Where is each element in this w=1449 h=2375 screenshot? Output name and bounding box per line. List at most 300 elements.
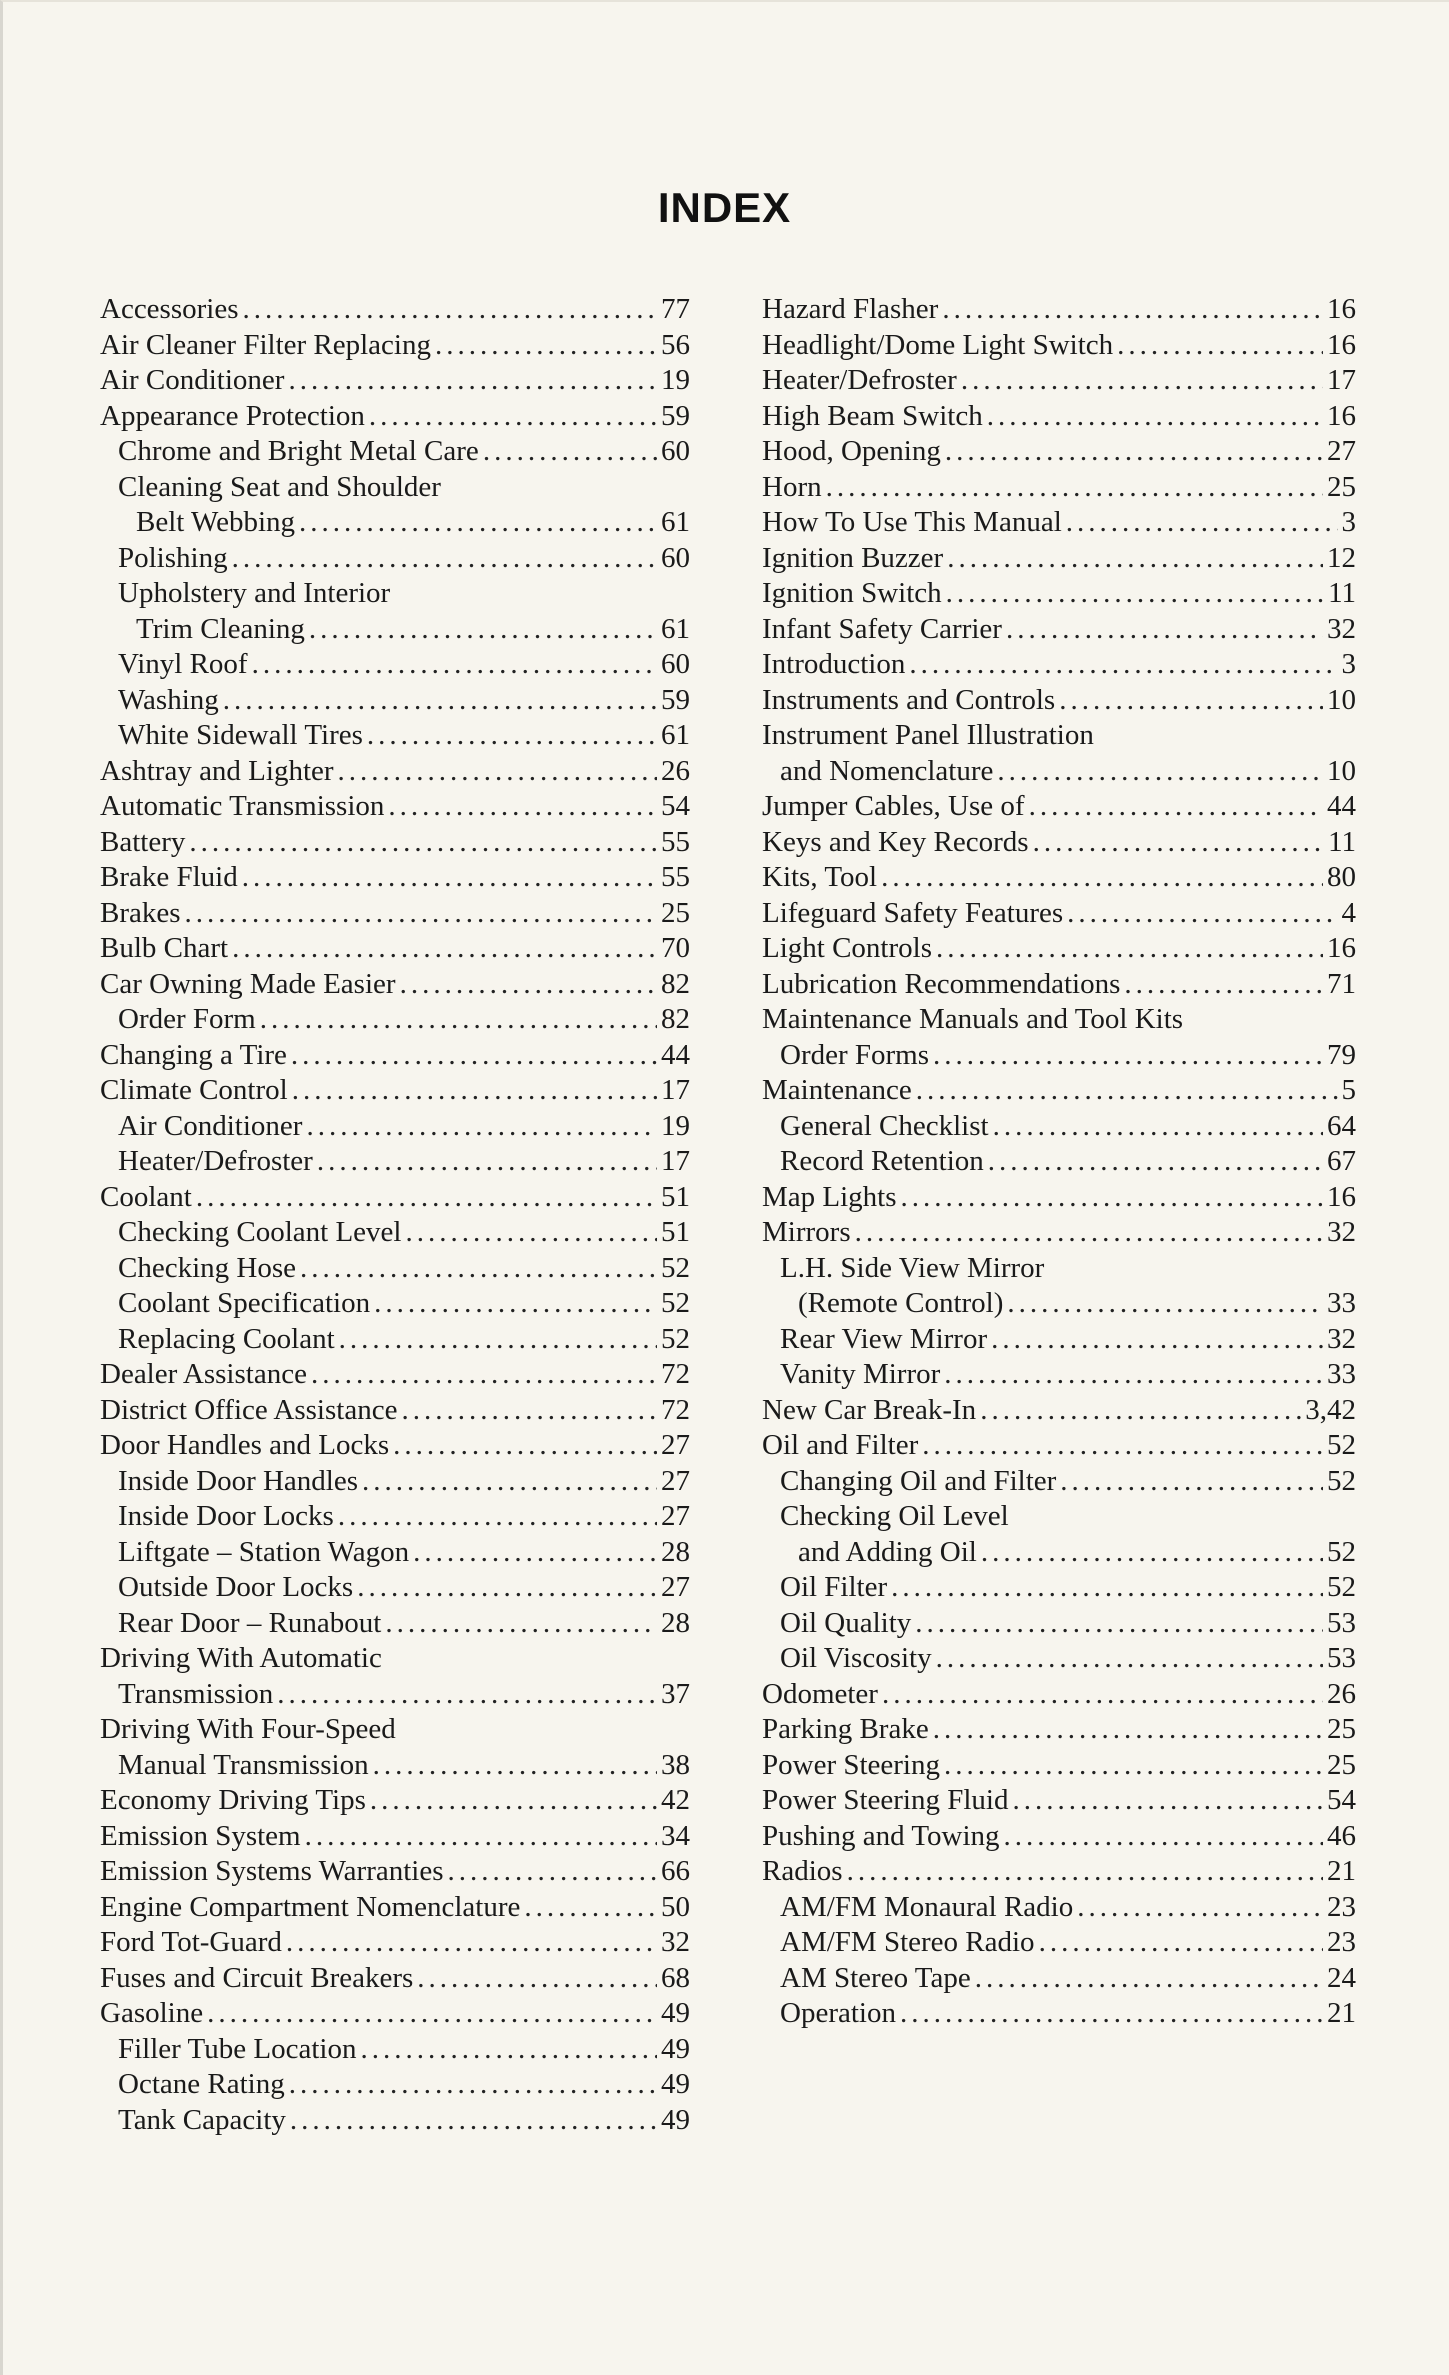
index-term: Trim Cleaning xyxy=(136,612,305,645)
index-term: AM/FM Monaural Radio xyxy=(780,1890,1074,1923)
index-term: Manual Transmission xyxy=(118,1748,369,1781)
dot-leader xyxy=(915,1606,1323,1642)
index-entry xyxy=(762,576,1356,612)
dot-leader xyxy=(388,789,657,825)
dot-leader xyxy=(292,1073,657,1109)
index-entry xyxy=(100,896,690,932)
index-term: (Remote Control) xyxy=(798,1287,1004,1319)
index-term: Upholstery and Interior xyxy=(118,577,391,609)
index-term: and Nomenclature xyxy=(780,754,994,787)
index-term: Automatic Transmission xyxy=(100,790,385,822)
index-entry xyxy=(762,1890,1356,1926)
index-term: L.H. Side View Mirror xyxy=(780,1251,1045,1284)
index-entry xyxy=(762,1357,1356,1393)
index-term: Door Handles and Locks xyxy=(100,1429,390,1461)
index-entry xyxy=(100,754,690,790)
index-entry xyxy=(100,647,690,683)
dot-leader xyxy=(189,825,657,861)
index-page-number: 27 xyxy=(661,1464,690,1497)
index-entry xyxy=(762,1322,1356,1358)
dot-leader xyxy=(242,860,657,896)
dot-leader xyxy=(1033,825,1324,861)
index-page-number: 51 xyxy=(661,1216,690,1248)
index-term: Horn xyxy=(762,470,822,503)
index-page-number: 61 xyxy=(661,612,690,645)
index-page-number: 19 xyxy=(661,364,690,396)
dot-leader xyxy=(288,363,657,399)
index-term: and Adding Oil xyxy=(798,1535,977,1568)
index-entry xyxy=(762,967,1356,1003)
dot-leader xyxy=(1060,1464,1323,1500)
index-entry xyxy=(100,1499,690,1535)
index-column-left xyxy=(100,292,690,2138)
index-term: Maintenance Manuals and Tool Kits xyxy=(762,1003,1184,1035)
index-page-number: 28 xyxy=(661,1606,690,1639)
index-page-number: 59 xyxy=(661,399,690,432)
index-term: Driving With Automatic xyxy=(100,1642,382,1674)
dot-leader xyxy=(916,1073,1338,1109)
index-term: Operation xyxy=(780,1997,896,2029)
index-page-number: 24 xyxy=(1327,1961,1356,1994)
index-page-number: 21 xyxy=(1327,1855,1356,1887)
index-term: Polishing xyxy=(118,541,228,574)
index-entry xyxy=(762,1251,1356,1287)
index-page-number: 25 xyxy=(1327,470,1356,503)
index-term: Rear View Mirror xyxy=(780,1322,988,1355)
index-term: Record Retention xyxy=(780,1145,984,1177)
dot-leader xyxy=(435,328,657,364)
index-term: Air Conditioner xyxy=(118,1109,303,1142)
dot-leader xyxy=(223,683,657,719)
dot-leader xyxy=(401,1393,657,1429)
dot-leader xyxy=(944,1748,1323,1784)
index-page-number: 26 xyxy=(661,754,690,787)
dot-leader xyxy=(417,1961,657,1997)
index-entry xyxy=(762,1783,1356,1819)
index-term: Order Forms xyxy=(780,1038,930,1071)
index-page-number: 3 xyxy=(1341,648,1356,680)
index-term: Vinyl Roof xyxy=(118,648,248,680)
dot-leader xyxy=(975,1961,1323,1997)
index-page-number: 60 xyxy=(661,541,690,574)
index-entry xyxy=(762,1712,1356,1748)
index-term: Oil Viscosity xyxy=(780,1642,932,1674)
index-entry xyxy=(100,2103,690,2139)
index-entry xyxy=(762,860,1356,896)
index-page-number: 54 xyxy=(661,790,690,822)
index-page-number: 67 xyxy=(1327,1145,1356,1177)
index-entry xyxy=(762,1961,1356,1997)
index-entry xyxy=(100,825,690,861)
index-page-number: 46 xyxy=(1327,1819,1356,1852)
index-entry xyxy=(100,1783,690,1819)
dot-leader xyxy=(373,1748,657,1784)
dot-leader xyxy=(370,1783,657,1819)
index-entry xyxy=(100,1393,690,1429)
dot-leader xyxy=(300,1251,657,1287)
dot-leader xyxy=(1124,967,1323,1003)
index-page-number: 49 xyxy=(661,2068,690,2100)
index-page-number: 17 xyxy=(1327,364,1356,396)
index-entry xyxy=(100,1180,690,1216)
index-entry xyxy=(100,1712,690,1748)
index-page-number: 60 xyxy=(661,435,690,467)
index-term: Power Steering xyxy=(762,1748,940,1781)
index-entry xyxy=(100,1002,690,1038)
index-entry xyxy=(762,363,1356,399)
index-term: Coolant xyxy=(100,1180,192,1213)
dot-leader xyxy=(232,931,657,967)
dot-leader xyxy=(339,1322,657,1358)
index-entry xyxy=(100,328,690,364)
index-term: Odometer xyxy=(762,1677,878,1710)
index-entry xyxy=(100,399,690,435)
index-entry xyxy=(762,1393,1356,1429)
index-page-number: 32 xyxy=(1327,1216,1356,1248)
index-entry xyxy=(100,1677,690,1713)
index-term: Ford Tot-Guard xyxy=(100,1926,282,1958)
dot-leader xyxy=(944,1357,1323,1393)
index-term: Belt Webbing xyxy=(136,506,296,538)
dot-leader xyxy=(987,399,1323,435)
index-term: Kits, Tool xyxy=(762,861,878,893)
dot-leader xyxy=(413,1535,657,1571)
dot-leader xyxy=(881,860,1323,896)
index-term: Heater/Defroster xyxy=(118,1145,313,1177)
index-entry xyxy=(762,1464,1356,1500)
index-page-number: 79 xyxy=(1327,1038,1356,1071)
dot-leader xyxy=(882,1677,1323,1713)
index-entry xyxy=(762,1996,1356,2032)
index-entry xyxy=(762,328,1356,364)
index-entry xyxy=(100,860,690,896)
index-entry xyxy=(762,1038,1356,1074)
index-entry xyxy=(100,1961,690,1997)
index-term: Keys and Key Records xyxy=(762,825,1029,858)
dot-leader xyxy=(909,647,1337,683)
dot-leader xyxy=(946,576,1324,612)
dot-leader xyxy=(196,1180,657,1216)
index-entry xyxy=(762,1677,1356,1713)
index-term: Maintenance xyxy=(762,1074,912,1106)
index-page-number: 3,42 xyxy=(1305,1393,1356,1426)
dot-leader xyxy=(933,1038,1323,1074)
index-term: Checking Oil Level xyxy=(780,1500,1009,1532)
index-term: Driving With Four-Speed xyxy=(100,1713,396,1745)
index-page-number: 19 xyxy=(661,1109,690,1142)
index-page-number: 21 xyxy=(1327,1997,1356,2029)
index-page-number: 11 xyxy=(1328,577,1356,609)
index-term: AM/FM Stereo Radio xyxy=(780,1926,1035,1958)
index-entry xyxy=(100,2032,690,2068)
dot-leader xyxy=(286,1925,657,1961)
index-term: Pushing and Towing xyxy=(762,1819,1000,1852)
index-page-number: 54 xyxy=(1327,1784,1356,1816)
index-page-number: 25 xyxy=(1327,1713,1356,1745)
index-page-number: 52 xyxy=(661,1322,690,1355)
index-term: Hazard Flasher xyxy=(762,293,939,325)
index-term: Outside Door Locks xyxy=(118,1571,354,1603)
index-page-number: 17 xyxy=(661,1074,690,1106)
index-page-number: 82 xyxy=(661,967,690,1000)
index-term: Lifeguard Safety Features xyxy=(762,896,1064,929)
index-term: Order Form xyxy=(118,1003,256,1035)
index-page-number: 28 xyxy=(661,1535,690,1568)
index-page-number: 53 xyxy=(1327,1606,1356,1639)
index-term: Rear Door – Runabout xyxy=(118,1606,382,1639)
index-term: Inside Door Locks xyxy=(118,1500,334,1532)
index-entry xyxy=(762,683,1356,719)
dot-leader xyxy=(400,967,657,1003)
dot-leader xyxy=(367,718,657,754)
index-term: White Sidewall Tires xyxy=(118,719,363,751)
dot-leader xyxy=(997,754,1323,790)
dot-leader xyxy=(1004,1819,1323,1855)
index-page-number: 17 xyxy=(661,1145,690,1177)
index-term: Transmission xyxy=(118,1677,274,1710)
index-column-right xyxy=(762,292,1356,2032)
index-term: Chrome and Bright Metal Care xyxy=(118,435,479,467)
index-page-number: 3 xyxy=(1341,506,1356,538)
index-page-number: 33 xyxy=(1327,1358,1356,1390)
index-page-number: 59 xyxy=(661,683,690,716)
index-entry xyxy=(762,399,1356,435)
index-page-number: 27 xyxy=(661,1429,690,1461)
dot-leader xyxy=(362,1464,657,1500)
index-term: Radios xyxy=(762,1855,843,1887)
index-entry xyxy=(100,505,690,541)
dot-leader xyxy=(524,1890,657,1926)
dot-leader xyxy=(1013,1783,1324,1819)
index-entry xyxy=(100,1286,690,1322)
index-page-number: 10 xyxy=(1327,754,1356,787)
index-page-number: 16 xyxy=(1327,328,1356,361)
index-entry xyxy=(100,1322,690,1358)
index-entry xyxy=(762,647,1356,683)
index-page-number: 64 xyxy=(1327,1109,1356,1142)
index-entry xyxy=(100,576,690,612)
index-term: High Beam Switch xyxy=(762,399,983,432)
dot-leader xyxy=(311,1357,657,1393)
index-term: Oil Filter xyxy=(780,1571,888,1603)
dot-leader xyxy=(232,541,657,577)
index-entry xyxy=(100,1251,690,1287)
dot-leader xyxy=(385,1606,657,1642)
dot-leader xyxy=(406,1215,658,1251)
index-entry xyxy=(100,1925,690,1961)
index-term: Appearance Protection xyxy=(100,399,365,432)
index-page-number: 32 xyxy=(1327,612,1356,645)
dot-leader xyxy=(945,434,1323,470)
index-term: Octane Rating xyxy=(118,2068,285,2100)
index-page-number: 12 xyxy=(1327,541,1356,574)
dot-leader xyxy=(933,1712,1323,1748)
index-page-number: 82 xyxy=(661,1003,690,1035)
index-page-number: 25 xyxy=(661,896,690,929)
index-entry xyxy=(762,1286,1356,1322)
index-term: Emission Systems Warranties xyxy=(100,1855,444,1887)
index-entry xyxy=(100,1854,690,1890)
index-entry xyxy=(100,363,690,399)
index-entry xyxy=(762,754,1356,790)
dot-leader xyxy=(1066,505,1338,541)
index-entry xyxy=(762,1002,1356,1038)
index-page-number: 23 xyxy=(1327,1926,1356,1958)
index-entry xyxy=(762,1180,1356,1216)
dot-leader xyxy=(993,1109,1323,1145)
dot-leader xyxy=(207,1996,657,2032)
index-term: Power Steering Fluid xyxy=(762,1784,1009,1816)
index-entry xyxy=(100,1038,690,1074)
index-page-number: 27 xyxy=(661,1500,690,1532)
index-term: Cleaning Seat and Shoulder xyxy=(118,470,441,503)
index-entry xyxy=(100,1073,690,1109)
dot-leader xyxy=(369,399,657,435)
index-term: Light Controls xyxy=(762,932,932,964)
index-term: Accessories xyxy=(100,293,239,325)
index-page-number: 53 xyxy=(1327,1642,1356,1674)
index-term: Ashtray and Lighter xyxy=(100,754,334,787)
dot-leader xyxy=(1059,683,1323,719)
index-entry xyxy=(100,1109,690,1145)
index-entry xyxy=(100,1535,690,1571)
dot-leader xyxy=(260,1002,657,1038)
index-term: Economy Driving Tips xyxy=(100,1784,366,1816)
index-page-number: 60 xyxy=(661,648,690,680)
dot-leader xyxy=(1039,1925,1323,1961)
index-term: Parking Brake xyxy=(762,1713,929,1745)
index-page-number: 71 xyxy=(1327,967,1356,1000)
index-entry xyxy=(100,683,690,719)
dot-leader xyxy=(338,1499,657,1535)
index-page-number: 16 xyxy=(1327,293,1356,325)
index-entry xyxy=(762,718,1356,754)
index-entry xyxy=(100,1144,690,1180)
index-page-number: 37 xyxy=(661,1677,690,1710)
index-entry xyxy=(762,470,1356,506)
dot-leader xyxy=(922,1428,1323,1464)
index-entry xyxy=(762,1854,1356,1890)
dot-leader xyxy=(243,292,657,328)
index-page-number: 49 xyxy=(661,1997,690,2029)
dot-leader xyxy=(947,541,1323,577)
index-entry xyxy=(100,612,690,648)
dot-leader xyxy=(855,1215,1323,1251)
index-entry xyxy=(762,1606,1356,1642)
index-term: New Car Break-In xyxy=(762,1393,977,1426)
index-term: Car Owning Made Easier xyxy=(100,967,396,1000)
index-entry xyxy=(762,1499,1356,1535)
dot-leader xyxy=(448,1854,658,1890)
index-entry xyxy=(100,470,690,506)
dot-leader xyxy=(483,434,657,470)
index-page-number: 66 xyxy=(661,1855,690,1887)
index-term: Lubrication Recommendations xyxy=(762,967,1121,1000)
index-term: Vanity Mirror xyxy=(780,1358,941,1390)
index-entry xyxy=(100,718,690,754)
dot-leader xyxy=(826,470,1323,506)
index-entry xyxy=(100,931,690,967)
index-entry xyxy=(762,434,1356,470)
dot-leader xyxy=(1006,612,1323,648)
index-term: Battery xyxy=(100,825,186,858)
index-entry xyxy=(762,292,1356,328)
index-entry xyxy=(100,967,690,1003)
index-entry xyxy=(762,1144,1356,1180)
index-term: Jumper Cables, Use of xyxy=(762,790,1025,822)
dot-leader xyxy=(360,2032,657,2068)
dot-leader xyxy=(309,612,657,648)
index-term: Inside Door Handles xyxy=(118,1464,359,1497)
index-entry xyxy=(100,1570,690,1606)
index-entry xyxy=(762,789,1356,825)
dot-leader xyxy=(942,292,1323,328)
index-page-number: 50 xyxy=(661,1890,690,1923)
index-entry xyxy=(762,1641,1356,1677)
dot-leader xyxy=(988,1144,1323,1180)
index-term: Introduction xyxy=(762,648,906,680)
index-page-number: 32 xyxy=(661,1926,690,1958)
dot-leader xyxy=(900,1996,1323,2032)
dot-leader xyxy=(980,1393,1301,1429)
index-entry xyxy=(100,1428,690,1464)
index-page-number: 52 xyxy=(1327,1429,1356,1461)
dot-leader xyxy=(1117,328,1323,364)
index-term: Dealer Assistance xyxy=(100,1358,307,1390)
index-term: Oil and Filter xyxy=(762,1429,919,1461)
index-term: Brakes xyxy=(100,896,181,929)
dot-leader xyxy=(1067,896,1337,932)
index-term: Mirrors xyxy=(762,1216,851,1248)
index-term: Heater/Defroster xyxy=(762,364,957,396)
index-term: General Checklist xyxy=(780,1109,989,1142)
dot-leader xyxy=(374,1286,657,1322)
index-page-number: 55 xyxy=(661,825,690,858)
index-page-number: 25 xyxy=(1327,1748,1356,1781)
index-page-number: 56 xyxy=(661,328,690,361)
dot-leader xyxy=(185,896,657,932)
index-term: Fuses and Circuit Breakers xyxy=(100,1961,414,1994)
dot-leader xyxy=(289,2067,657,2103)
index-entry xyxy=(762,825,1356,861)
index-entry xyxy=(100,1464,690,1500)
index-entry xyxy=(100,1748,690,1784)
index-page-number: 72 xyxy=(661,1358,690,1390)
index-entry xyxy=(762,1570,1356,1606)
index-page-number: 23 xyxy=(1327,1890,1356,1923)
index-term: Ignition Buzzer xyxy=(762,541,944,574)
index-page-number: 26 xyxy=(1327,1677,1356,1710)
index-page-number: 52 xyxy=(1327,1464,1356,1497)
index-entry xyxy=(100,434,690,470)
index-entry xyxy=(762,1109,1356,1145)
index-term: Instrument Panel Illustration xyxy=(762,719,1094,751)
index-page-number: 33 xyxy=(1327,1287,1356,1319)
index-entry xyxy=(762,1748,1356,1784)
index-entry xyxy=(100,1357,690,1393)
index-page-number: 4 xyxy=(1341,896,1356,929)
index-entry xyxy=(762,1819,1356,1855)
index-term: How To Use This Manual xyxy=(762,506,1062,538)
index-entry xyxy=(762,931,1356,967)
index-page-number: 10 xyxy=(1327,683,1356,716)
dot-leader xyxy=(961,363,1323,399)
index-entry xyxy=(100,1890,690,1926)
dot-leader xyxy=(847,1854,1323,1890)
index-entry xyxy=(100,789,690,825)
index-entry xyxy=(100,541,690,577)
dot-leader xyxy=(891,1570,1323,1606)
